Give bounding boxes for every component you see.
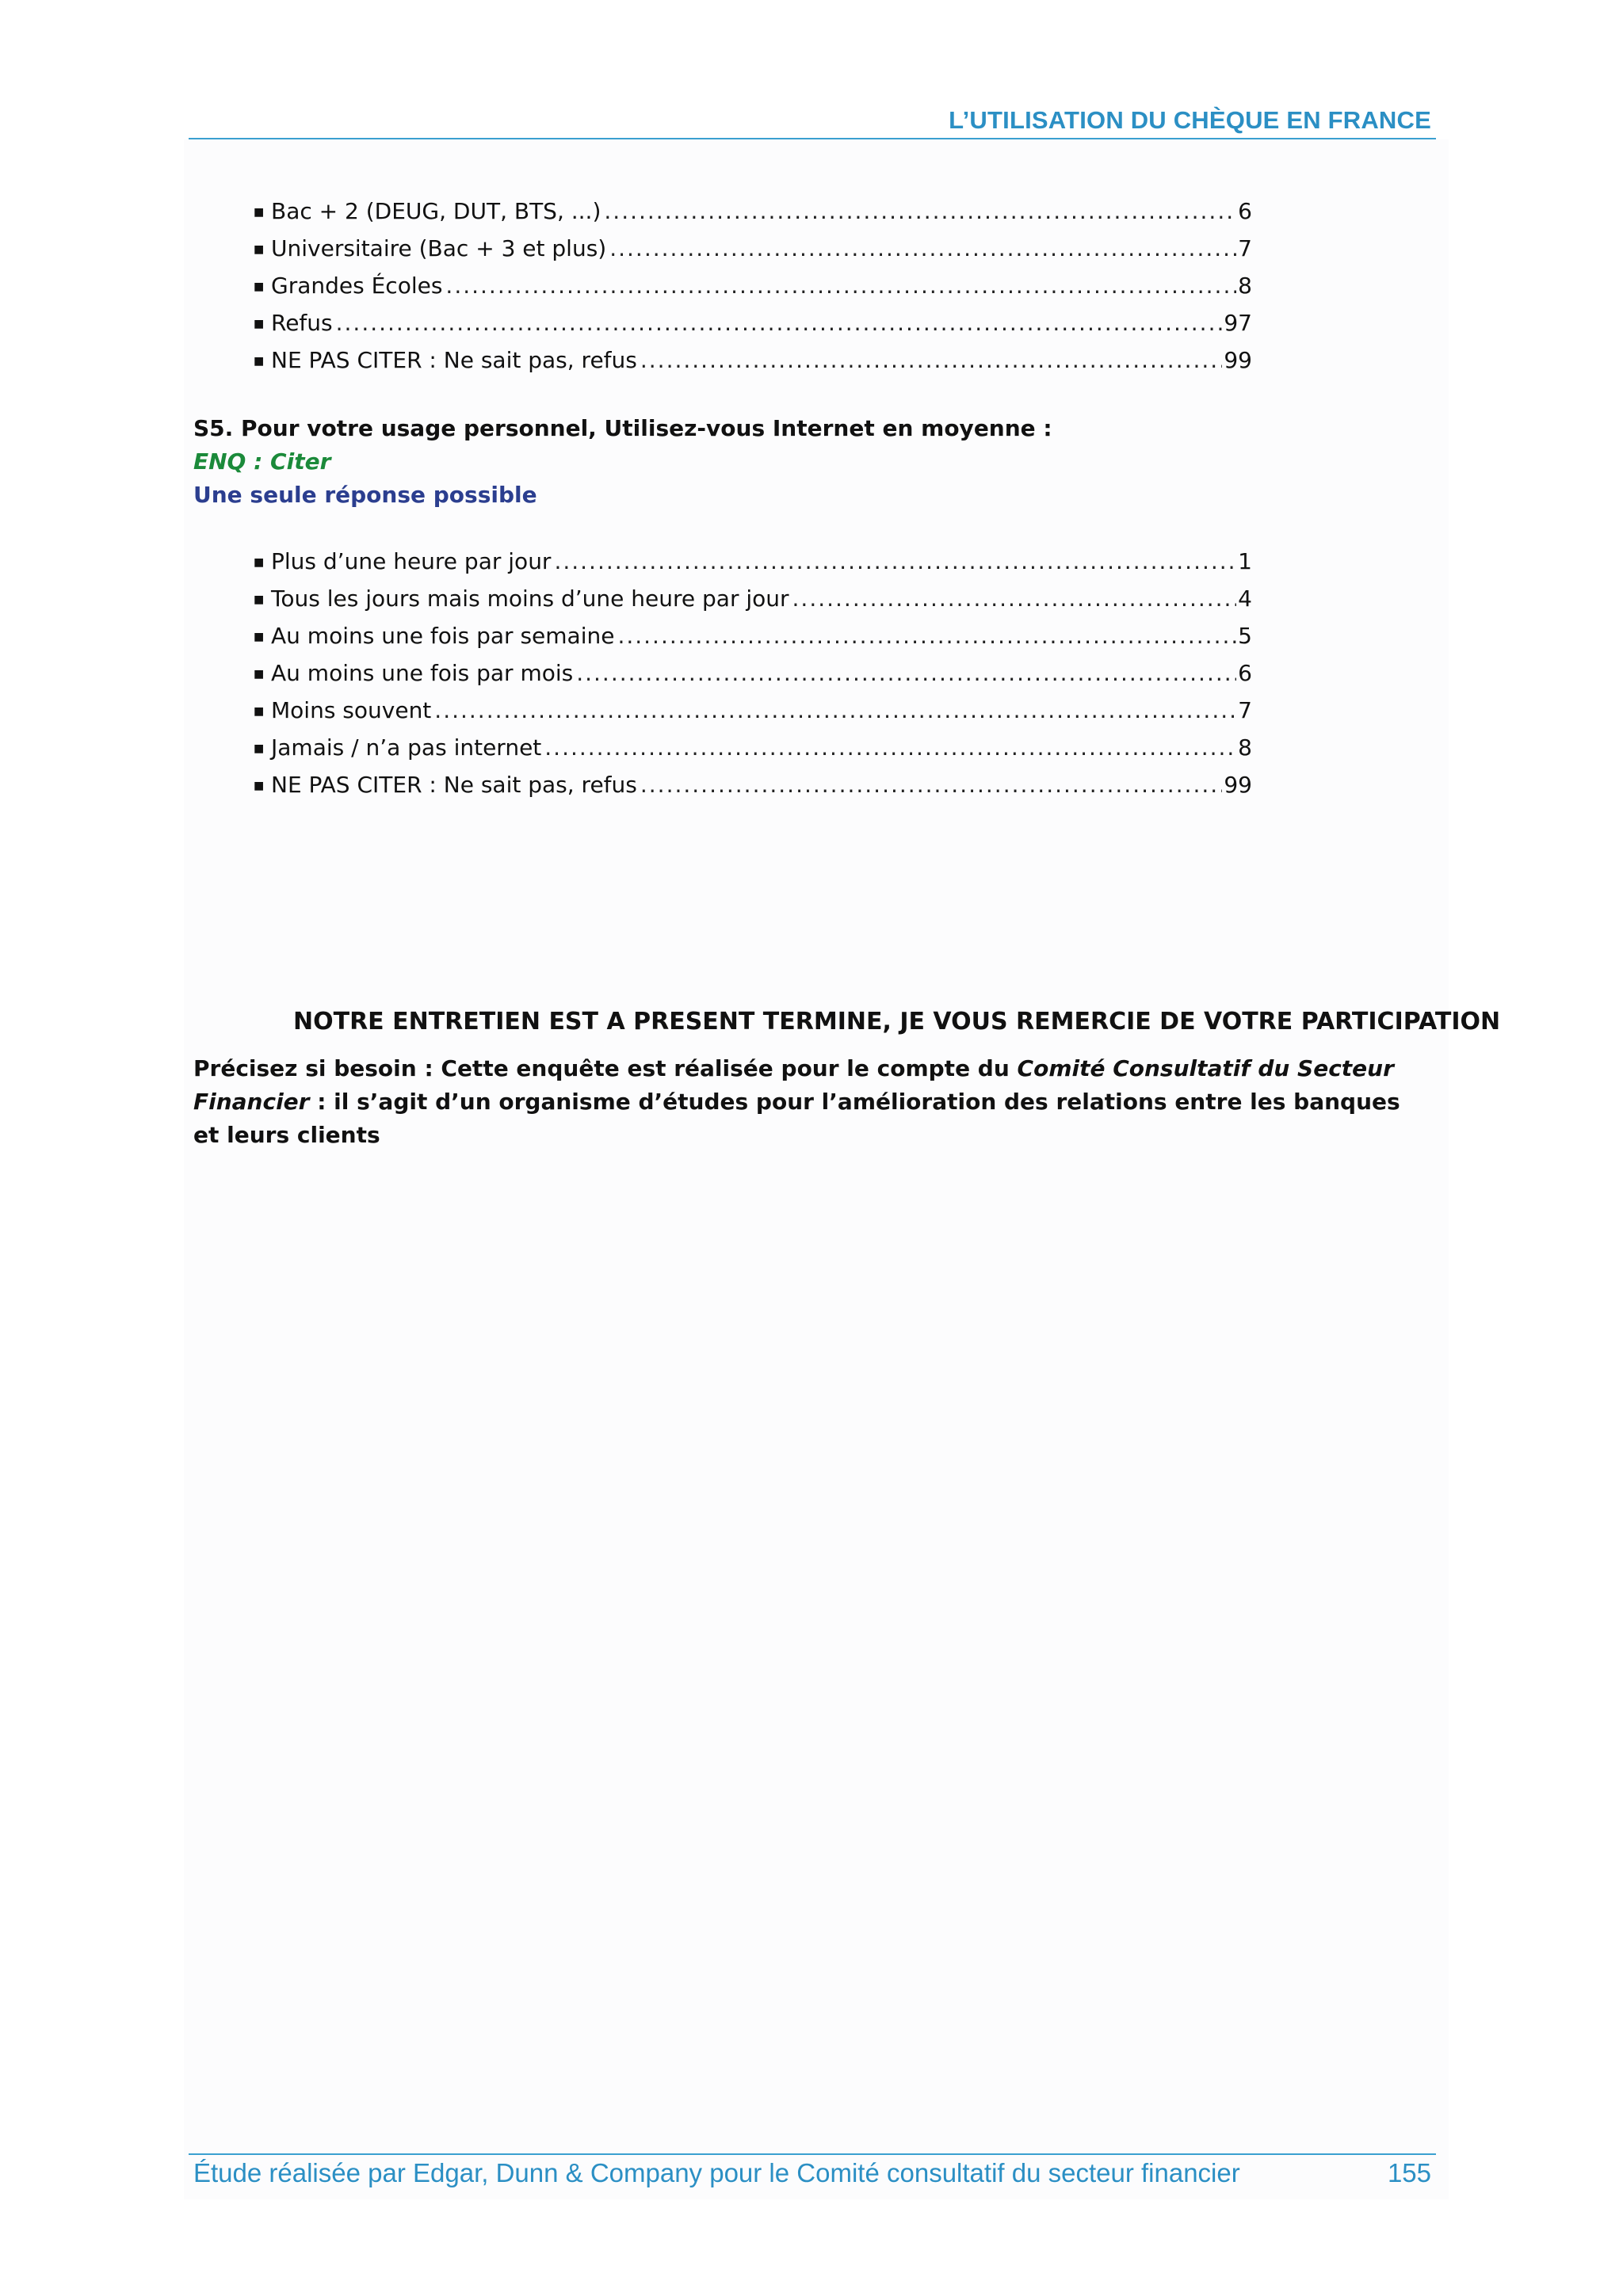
option-code: 99 — [1224, 772, 1252, 798]
page-number: 155 — [1387, 2158, 1431, 2187]
bullet-icon: ■ — [254, 243, 265, 256]
list-item — [254, 769, 1252, 806]
dot-leader — [445, 269, 1236, 303]
list-item — [254, 657, 1252, 694]
option-label: Universitaire (Bac + 3 et plus) — [271, 235, 607, 261]
bullet-icon: ■ — [254, 355, 265, 368]
list-item — [254, 232, 1252, 269]
footer-text: Étude réalisée par Edgar, Dunn & Company pour le Comité consultatif du secteur financier — [193, 2158, 1240, 2187]
option-code: 6 — [1238, 660, 1252, 686]
list-item — [254, 307, 1252, 344]
dot-leader — [434, 694, 1236, 727]
option-code: 8 — [1238, 273, 1252, 299]
option-label: Au moins une fois par mois — [271, 660, 574, 686]
header-title: L’UTILISATION DU CHÈQUE EN FRANCE — [949, 106, 1431, 134]
bullet-icon: ■ — [254, 280, 265, 293]
closing-title: NOTRE ENTRETIEN EST A PRESENT TERMINE, JE VOUS REMERCIE DE VOTRE PARTICIPATION — [293, 1008, 1501, 1035]
option-code: 7 — [1238, 697, 1252, 723]
option-code: 97 — [1224, 310, 1252, 336]
option-label: Bac + 2 (DEUG, DUT, BTS, ...) — [271, 198, 601, 224]
closing-text-after: : il s’agit d’un organisme d’études pour l’amélioration des relations entre les banques et leurs clients — [193, 1089, 1400, 1148]
dot-leader — [604, 195, 1236, 228]
closing-paragraph — [193, 1052, 1414, 1152]
list-item — [254, 545, 1252, 582]
education-options-list — [254, 195, 1252, 381]
dot-leader — [336, 307, 1223, 340]
list-item — [254, 582, 1252, 620]
header-divider — [189, 138, 1436, 139]
dot-leader — [640, 769, 1222, 802]
dot-leader — [554, 545, 1236, 578]
bullet-icon: ■ — [254, 631, 265, 643]
option-label: NE PAS CITER : Ne sait pas, refus — [271, 347, 637, 373]
bullet-icon: ■ — [254, 556, 265, 569]
list-item — [254, 344, 1252, 381]
list-item — [254, 694, 1252, 731]
dot-leader — [640, 344, 1222, 377]
list-item — [254, 269, 1252, 307]
option-label: Plus d’une heure par jour — [271, 548, 552, 574]
bullet-icon: ■ — [254, 742, 265, 755]
list-item — [254, 731, 1252, 769]
option-code: 6 — [1238, 198, 1252, 224]
bullet-icon: ■ — [254, 206, 265, 219]
list-item — [254, 620, 1252, 657]
option-label: Au moins une fois par semaine — [271, 623, 615, 649]
bullet-icon: ■ — [254, 318, 265, 330]
question-text: S5. Pour votre usage personnel, Utilisez-vous Internet en moyenne : — [193, 415, 1052, 441]
option-label: Jamais / n’a pas internet — [271, 734, 542, 761]
option-code: 99 — [1224, 347, 1252, 373]
dot-leader — [576, 657, 1236, 690]
dot-leader — [792, 582, 1237, 616]
option-code: 8 — [1238, 734, 1252, 761]
s5-options-list — [254, 545, 1252, 806]
bullet-icon: ■ — [254, 593, 265, 606]
answer-instruction: Une seule réponse possible — [193, 482, 537, 508]
footer-divider — [189, 2153, 1436, 2155]
bullet-icon: ■ — [254, 668, 265, 681]
interviewer-note: ENQ : Citer — [193, 448, 331, 475]
option-label: Grandes Écoles — [271, 273, 443, 299]
closing-text-emphasis: Comité Consultatif du Secteur Financier — [193, 1055, 1394, 1115]
option-code: 4 — [1238, 585, 1252, 612]
dot-leader — [544, 731, 1236, 765]
option-label: Refus — [271, 310, 333, 336]
bullet-icon: ■ — [254, 780, 265, 792]
dot-leader — [609, 232, 1236, 265]
option-code: 1 — [1238, 548, 1252, 574]
closing-text-before: Précisez si besoin : Cette enquête est réalisée pour le compte du — [193, 1055, 1018, 1081]
bullet-icon: ■ — [254, 705, 265, 718]
option-code: 5 — [1238, 623, 1252, 649]
dot-leader — [617, 620, 1236, 653]
list-item — [254, 195, 1252, 232]
option-label: Tous les jours mais moins d’une heure par jour — [271, 585, 789, 612]
option-label: NE PAS CITER : Ne sait pas, refus — [271, 772, 637, 798]
question-s5 — [193, 412, 1430, 512]
option-code: 7 — [1238, 235, 1252, 261]
option-label: Moins souvent — [271, 697, 432, 723]
